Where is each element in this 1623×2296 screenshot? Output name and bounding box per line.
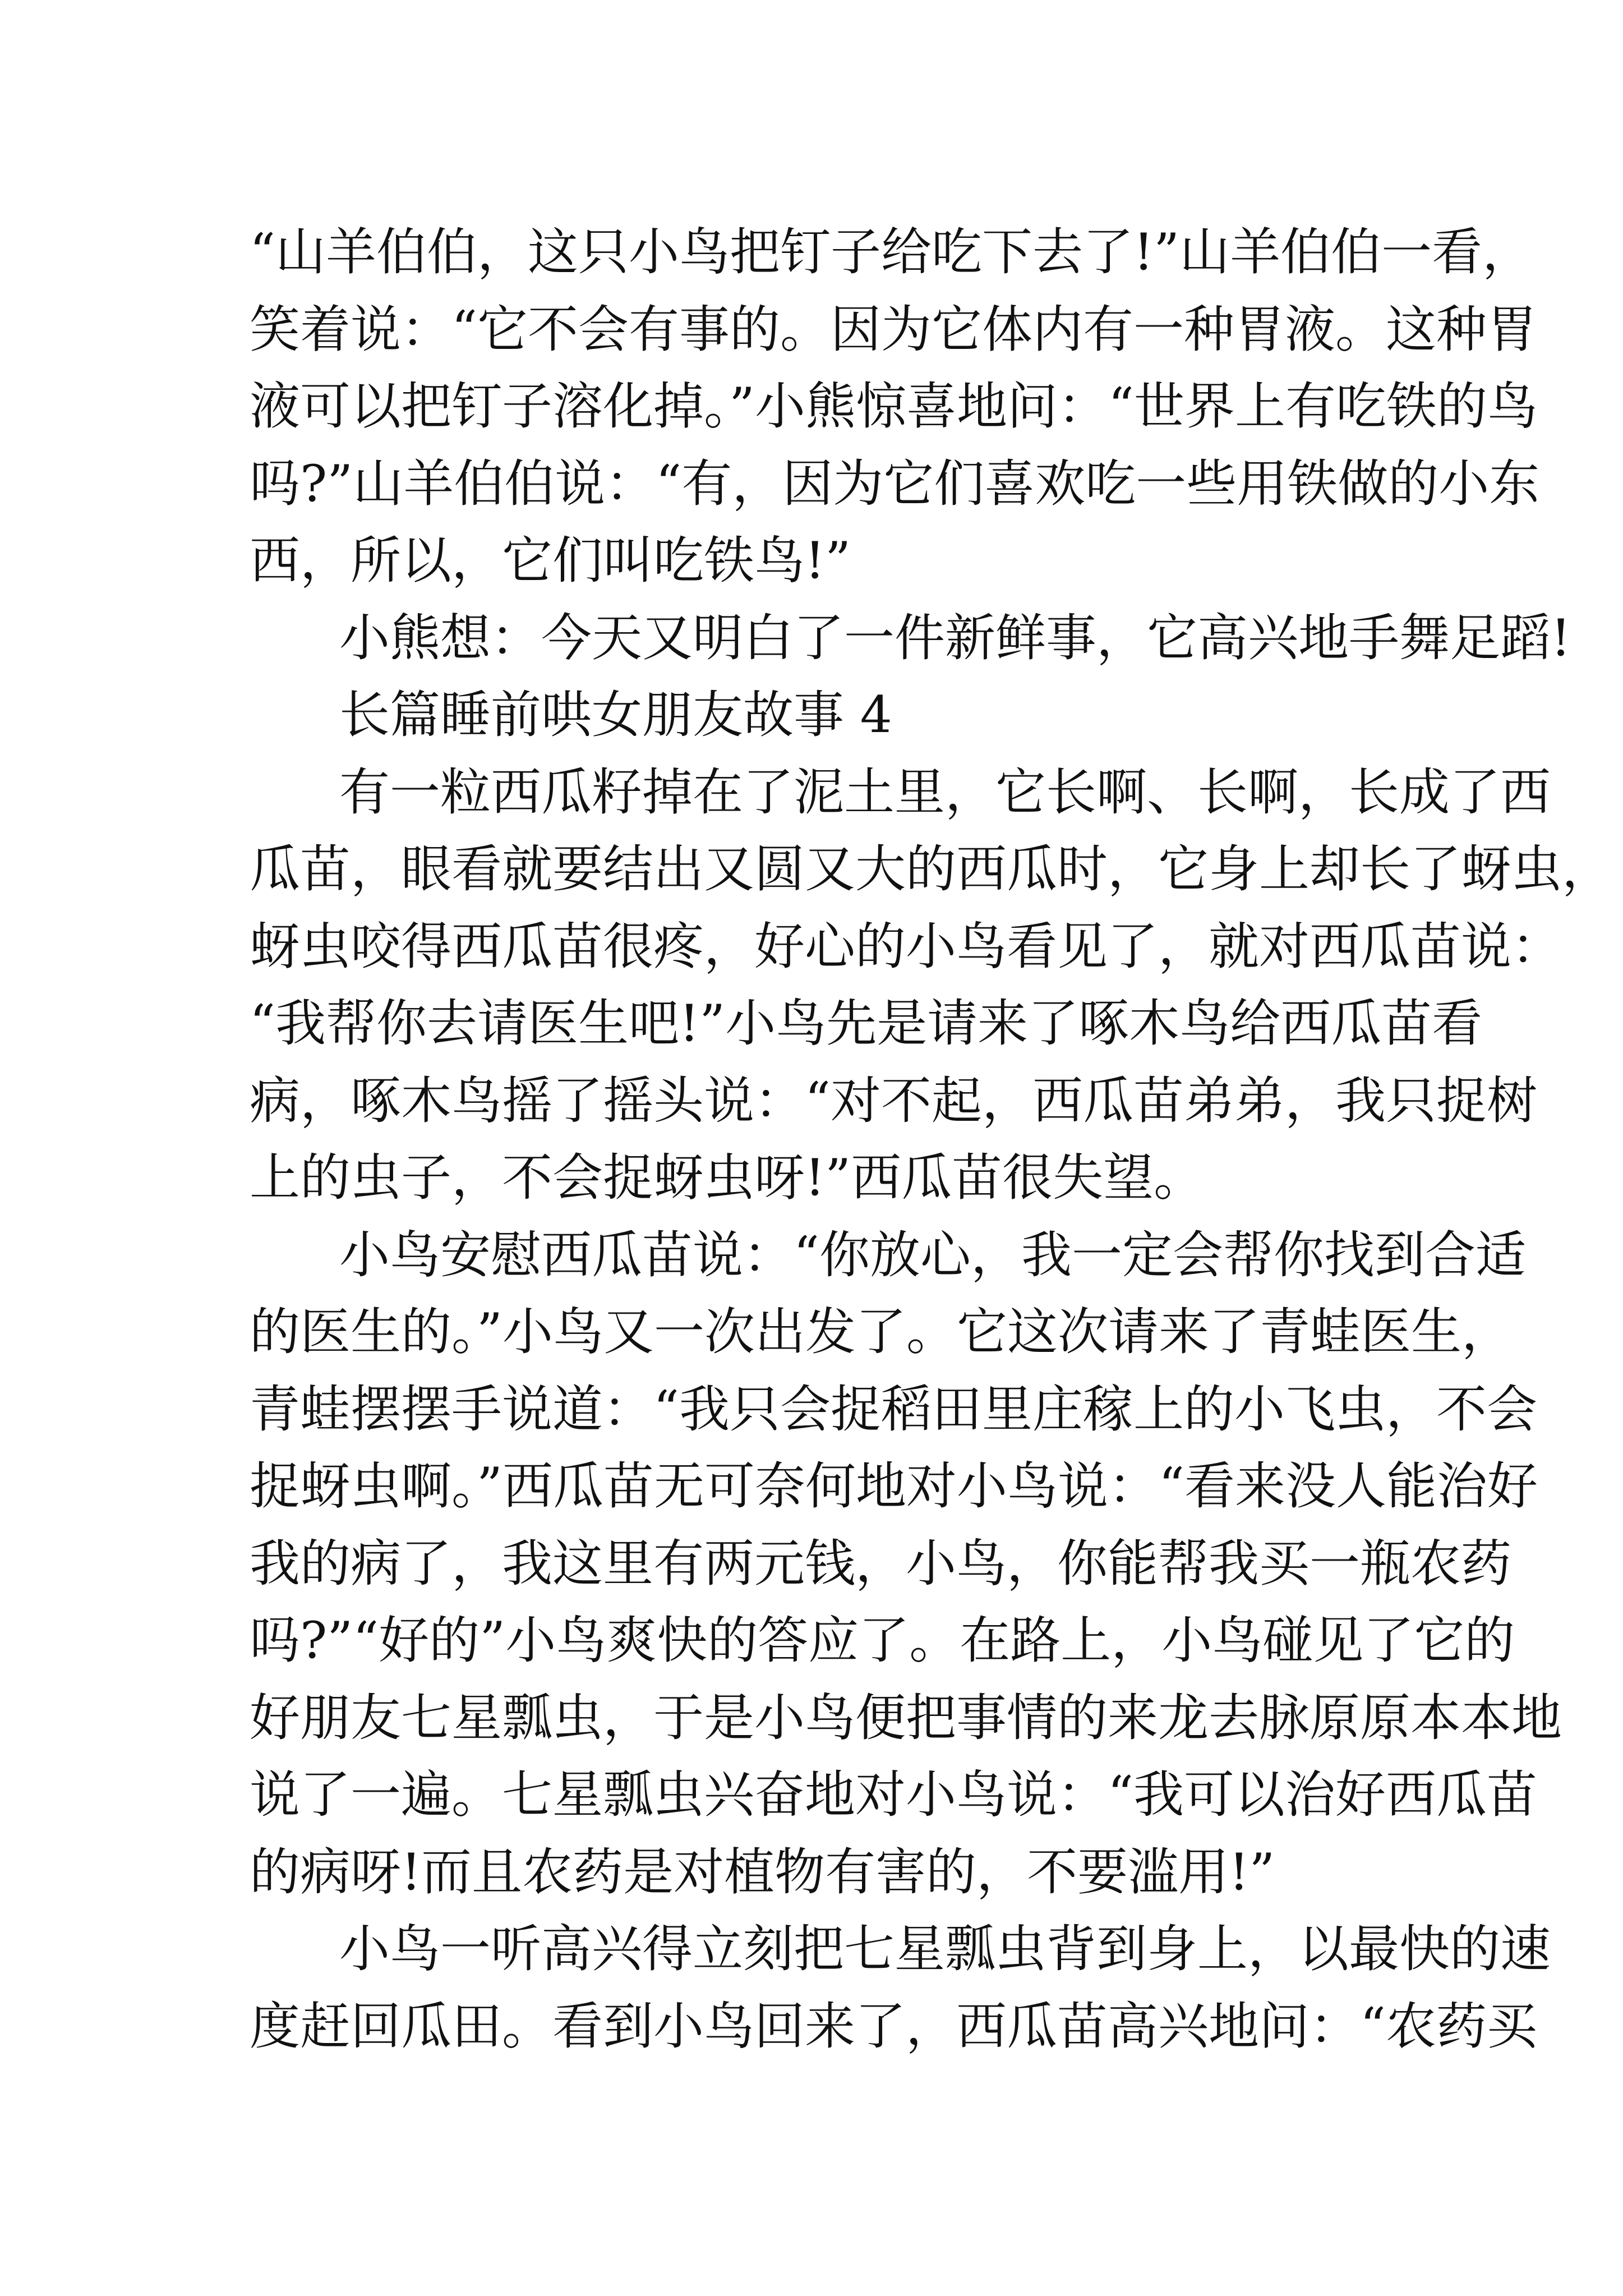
text-line: 液可以把钉子溶化掉。”小熊惊喜地问：“世界上有吃铁的鸟 [250, 377, 1538, 436]
text-line: “山羊伯伯，这只小鸟把钉子给吃下去了!”山羊伯伯一看， [250, 223, 1533, 282]
text-line: 小鸟一听高兴得立刻把七星瓢虫背到身上，以最快的速 [339, 1920, 1551, 1978]
text-line: 笑着说：“它不会有事的。因为它体内有一种胃液。这种胃 [250, 300, 1538, 359]
text-line: 病，啄木鸟摇了摇头说：“对不起，西瓜苗弟弟，我只捉树 [250, 1071, 1538, 1130]
text-line: 上的虫子，不会捉蚜虫呀!”西瓜苗很失望。 [250, 1148, 1205, 1207]
text-line: 的医生的。”小鸟又一次出发了。它这次请来了青蛙医生， [250, 1303, 1513, 1361]
text-line: 说了一遍。七星瓢虫兴奋地对小鸟说：“我可以治好西瓜苗 [250, 1765, 1538, 1824]
text-line: 吗?”“好的”小鸟爽快的答应了。在路上，小鸟碰见了它的 [250, 1611, 1515, 1670]
text-line: 吗?”山羊伯伯说：“有，因为它们喜欢吃一些用铁做的小东 [250, 454, 1540, 513]
text-line: 蚜虫咬得西瓜苗很疼，好心的小鸟看见了，就对西瓜苗说： [250, 917, 1562, 976]
text-line: 西，所以，它们叫吃铁鸟!” [250, 531, 851, 590]
section-heading: 长篇睡前哄女朋友故事 4 [339, 685, 892, 744]
text-line: 小熊想：今天又明白了一件新鲜事，它高兴地手舞足蹈! [339, 609, 1571, 668]
text-line: “我帮你去请医生吧!”小鸟先是请来了啄木鸟给西瓜苗看 [250, 994, 1483, 1053]
text-line: 有一粒西瓜籽掉在了泥土里，它长啊、长啊，长成了西 [339, 763, 1551, 822]
text-line: 瓜苗，眼看就要结出又圆又大的西瓜时，它身上却长了蚜虫， [250, 840, 1612, 899]
text-line: 的病呀!而且农药是对植物有害的，不要滥用!” [250, 1843, 1275, 1902]
text-line: 小鸟安慰西瓜苗说：“你放心，我一定会帮你找到合适 [339, 1226, 1527, 1285]
text-line: 青蛙摆摆手说道：“我只会捉稻田里庄稼上的小飞虫，不会 [250, 1380, 1538, 1439]
text-line: 我的病了，我这里有两元钱，小鸟，你能帮我买一瓶农药 [250, 1534, 1511, 1593]
text-line: 捉蚜虫啊。”西瓜苗无可奈何地对小鸟说：“看来没人能治好 [250, 1457, 1538, 1516]
text-line: 好朋友七星瓢虫，于是小鸟便把事情的来龙去脉原原本本地 [250, 1688, 1562, 1747]
text-line: 度赶回瓜田。看到小鸟回来了，西瓜苗高兴地问：“农药买 [250, 1997, 1538, 2056]
